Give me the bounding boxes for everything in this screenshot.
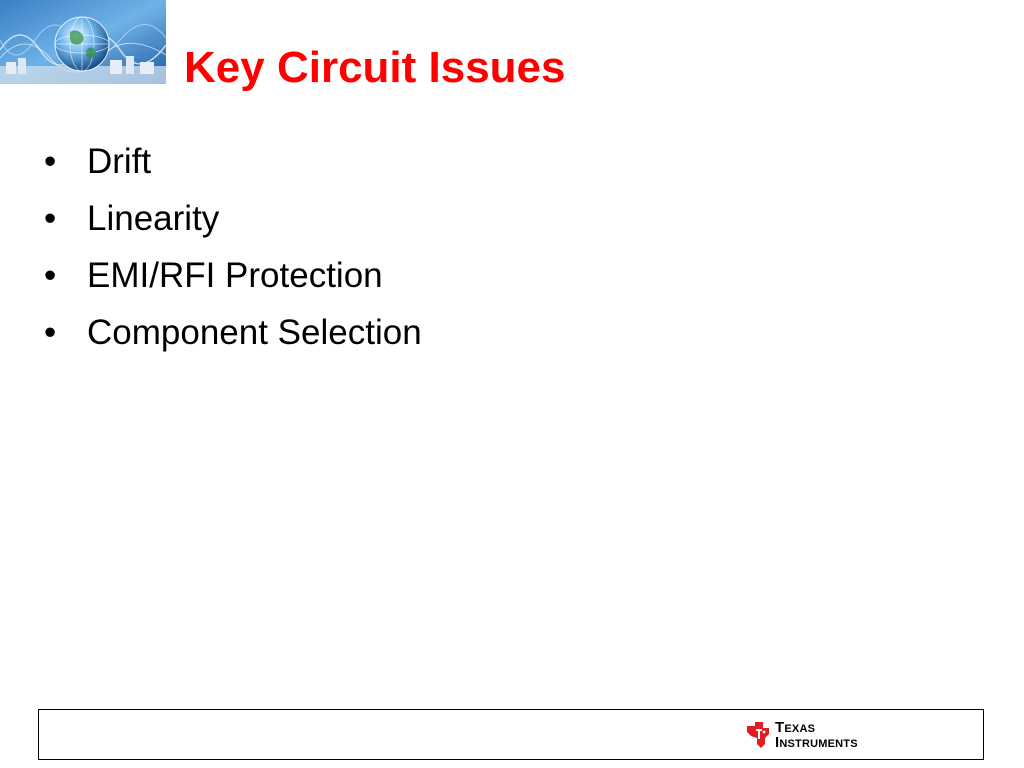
bullet-marker: • (44, 199, 57, 238)
bullet-marker: • (44, 256, 57, 295)
globe-banner-image (0, 0, 166, 84)
ti-wordmark-line-1 (775, 721, 858, 736)
bullet-text-component-selection: Component Selection (87, 313, 422, 352)
bullet-marker: • (44, 142, 57, 181)
ti-line2-rest: NSTRUMENTS (779, 738, 858, 750)
bullet-text-linearity: Linearity (87, 199, 220, 238)
ti-line1-rest: EXAS (784, 723, 816, 735)
texas-instruments-logo (743, 718, 873, 752)
ti-line2-cap: I (775, 734, 780, 751)
globe-wave-banner-icon (0, 0, 166, 84)
bullet-text-drift: Drift (87, 142, 152, 181)
bullet-text-emi-rfi: EMI/RFI Protection (87, 256, 383, 295)
texas-instruments-logo-icon (743, 720, 773, 750)
texas-instruments-wordmark (775, 721, 858, 751)
bullet-marker: • (44, 313, 57, 352)
ti-wordmark-line-2 (775, 736, 858, 751)
footer-bar (38, 709, 984, 760)
ti-line1-cap: T (775, 719, 785, 736)
slide-title: Key Circuit Issues (184, 43, 566, 92)
